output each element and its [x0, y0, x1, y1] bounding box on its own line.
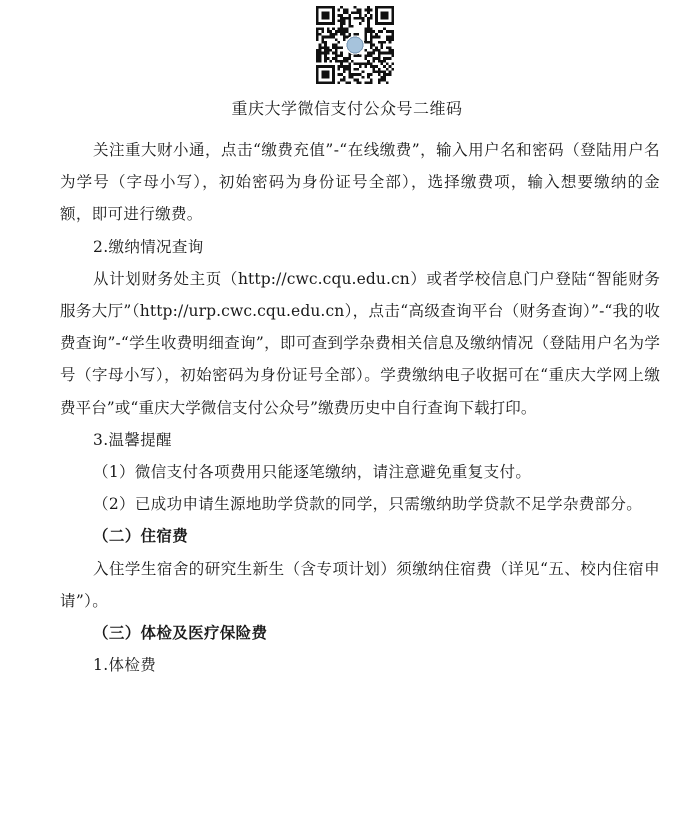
section-heading-reminders: 3.温馨提醒 — [93, 430, 172, 449]
section-heading-accommodation-fee: （二）住宿费 — [93, 526, 189, 546]
section-heading-medical-fees: （三）体检及医疗保险费 — [93, 623, 268, 643]
section-heading-payment-query: 2.缴纳情况查询 — [93, 237, 204, 256]
qr-code-icon — [316, 6, 394, 84]
payment-instructions-paragraph: 关注重大财小通，点击“缴费充值”-“在线缴费”，输入用户名和密码（登陆用户名为学号（字母小写），初始密码为身份证号全部），选择缴费项，输入想要缴纳的金额，即可进行缴费。 — [60, 141, 660, 224]
accommodation-fee-paragraph: 入住学生宿舍的研究生新生（含专项计划）须缴纳住宿费（详见“五、校内住宿申请”）。 — [60, 559, 660, 610]
qr-code-caption: 重庆大学微信支付公众号二维码 — [231, 99, 463, 118]
document-body — [60, 134, 660, 681]
section-heading-exam-fee: 1.体检费 — [93, 656, 157, 675]
payment-query-paragraph: 从计划财务处主页（http://cwc.cqu.edu.cn）或者学校信息门户登陆“智能财务服务大厅”（http://urp.cwc.cqu.edu.cn），点击“高级查询平台（财务查询）”-“我的收费查询”-“学生收费明细查询”，即可查到学杂费相关信息及缴纳情况（登陆用户名为学号（字母小写），初始密码为身份证号全部）。学费缴纳电子收据可在“重庆大学网上缴费平台”或“重庆大学微信支付公众号”缴费历史中自行查询下载打印。 — [60, 269, 660, 417]
reminder-item-1: （1）微信支付各项费用只能逐笔缴纳，请注意避免重复支付。 — [93, 463, 532, 482]
reminder-item-2: （2）已成功申请生源地助学贷款的同学，只需缴纳助学贷款不足学杂费部分。 — [93, 495, 643, 514]
qr-code-image — [316, 6, 394, 84]
